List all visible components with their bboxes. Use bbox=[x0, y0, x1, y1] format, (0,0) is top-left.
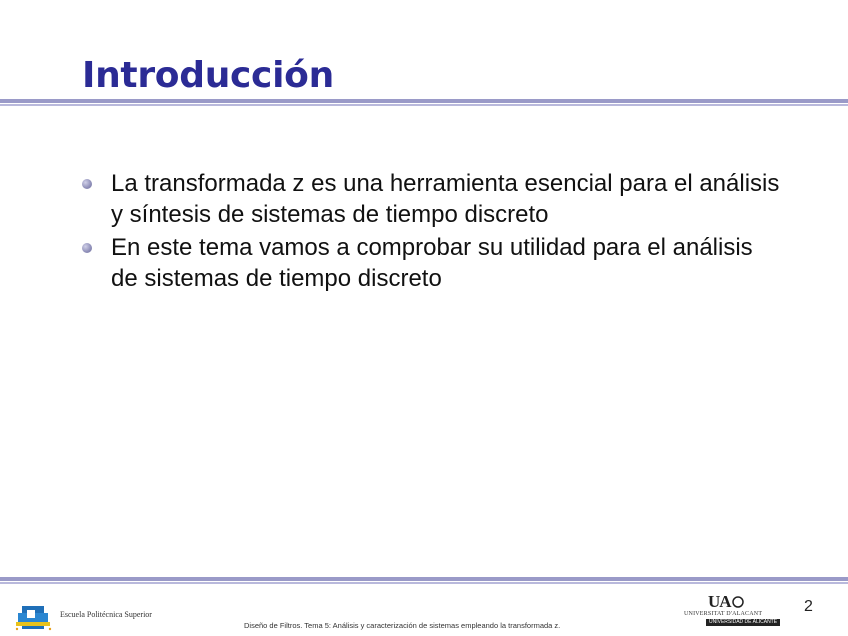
escuela-politecnica-logo bbox=[10, 600, 180, 634]
title-divider bbox=[0, 99, 848, 106]
bullet-item bbox=[80, 168, 780, 230]
escuela-politecnica-text: Escuela Politécnica Superior bbox=[60, 610, 152, 619]
bullet-dot-icon bbox=[82, 243, 92, 253]
bullet-list bbox=[80, 168, 780, 296]
escuela-politecnica-logo-icon bbox=[14, 602, 60, 632]
ua-letters: UA bbox=[708, 592, 731, 611]
bullet-dot-icon bbox=[82, 179, 92, 189]
universidad-alicante-logo bbox=[682, 592, 778, 632]
bullet-text: La transformada z es una herramienta esencial para el análisis y síntesis de sistemas de tiempo discreto bbox=[111, 170, 780, 228]
bullet-text: En este tema vamos a comprobar su utilidad para el análisis de sistemas de tiempo discreto bbox=[111, 234, 753, 292]
page-number: 2 bbox=[804, 598, 813, 615]
footer-divider bbox=[0, 577, 848, 584]
footer-caption: Diseño de Filtros. Tema 5: Análisis y caracterización de sistemas empleando la transformada z. bbox=[244, 621, 561, 630]
slide-title: Introducción bbox=[82, 55, 334, 96]
ua-text-line1: UNIVERSITAT D'ALACANT bbox=[684, 611, 763, 617]
ua-text-line2: UNIVERSIDAD DE ALICANTE bbox=[706, 619, 780, 626]
bullet-item bbox=[80, 232, 780, 294]
universidad-alicante-logo-icon bbox=[732, 595, 744, 609]
